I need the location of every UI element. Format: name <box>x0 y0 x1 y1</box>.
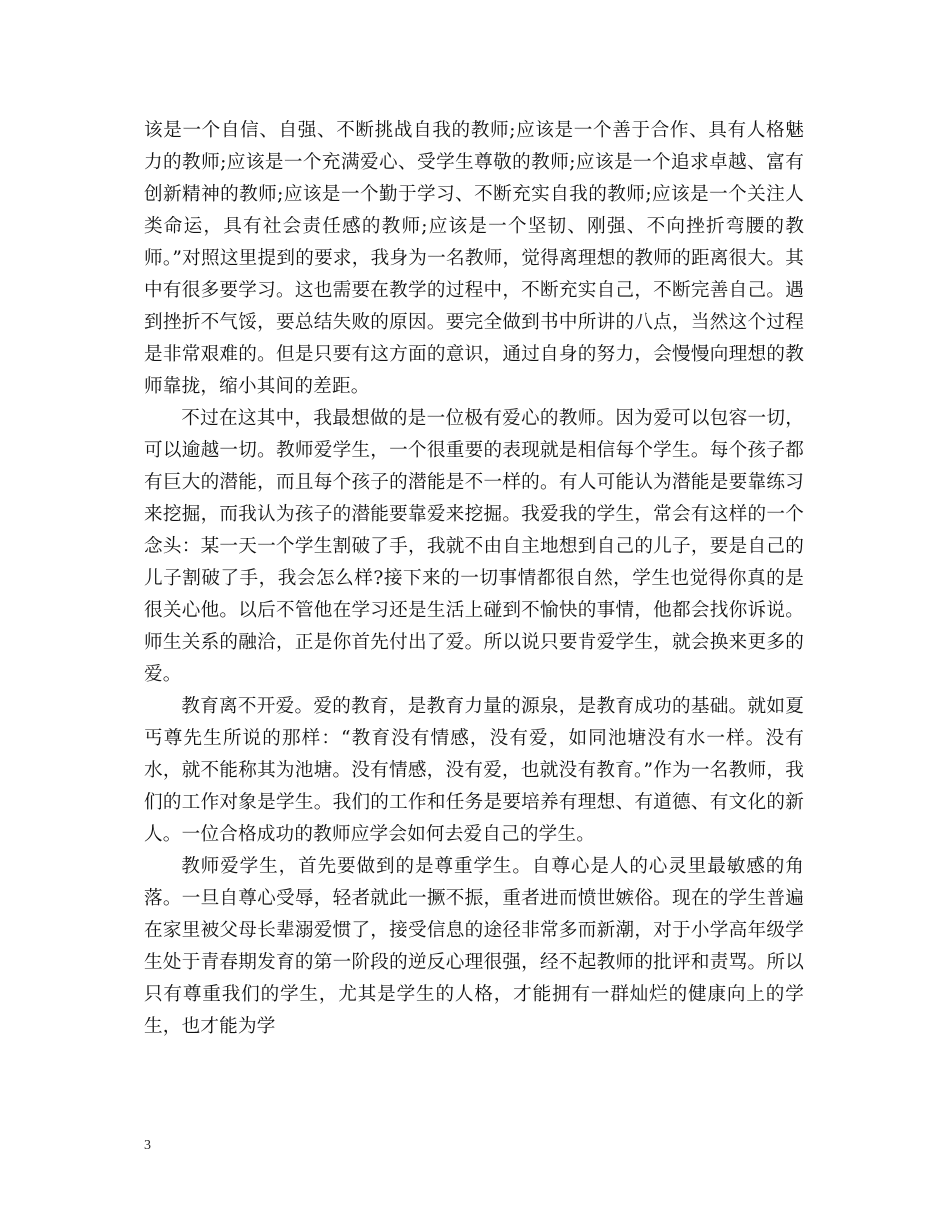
paragraph-2: 不过在这其中，我最想做的是一位极有爱心的教师。因为爱可以包容一切，可以逾越一切。教师爱学生，一个很重要的表现就是相信每个学生。每个孩子都有巨大的潜能，而且每个孩子的潜能是不一样的。有人可能认为潜能是要靠练习来挖掘，而我认为孩子的潜能要靠爱来挖掘。我爱我的学生，常会有这样的一个念头：某一天一个学生割破了手，我就不由自主地想到自己的儿子，要是自己的儿子割破了手，我会怎么样?接下来的一切事情都很自然，学生也觉得你真的是很关心他。以后不管他在学习还是生活上碰到不愉快的事情，他都会找你诉说。师生关系的融洽，正是你首先付出了爱。所以说只要肯爱学生，就会换来更多的爱。 <box>144 408 804 685</box>
page-number: 3 <box>144 1138 151 1153</box>
paragraph-3: 教育离不开爱。爱的教育，是教育力量的源泉，是教育成功的基础。就如夏丐尊先生所说的那样：“教育没有情感，没有爱，如同池塘没有水一样。没有水，就不能称其为池塘。没有情感，没有爱，也就没有教育。”作为一名教师，我们的工作对象是学生。我们的工作和任务是要培养有理想、有道德、有文化的新人。一位合格成功的教师应学会如何去爱自己的学生。 <box>144 696 804 845</box>
paragraph-1: 该是一个自信、自强、不断挑战自我的教师;应该是一个善于合作、具有人格魅力的教师;应该是一个充满爱心、受学生尊敬的教师;应该是一个追求卓越、富有创新精神的教师;应该是一个勤于学习、不断充实自我的教师;应该是一个关注人类命运，具有社会责任感的教师;应该是一个坚韧、刚强、不向挫折弯腰的教师。”对照这里提到的要求，我身为一名教师，觉得离理想的教师的距离很大。其中有很多要学习。这也需要在教学的过程中，不断充实自己，不断完善自己。遇到挫折不气馁，要总结失败的原因。要完全做到书中所讲的八点，当然这个过程是非常艰难的。但是只要有这方面的意识，通过自身的努力，会慢慢向理想的教师靠拢，缩小其间的差距。 <box>144 120 804 397</box>
document-body <box>144 115 804 1043</box>
paragraph-4: 教师爱学生，首先要做到的是尊重学生。自尊心是人的心灵里最敏感的角落。一旦自尊心受辱，轻者就此一撅不振，重者进而愤世嫉俗。现在的学生普遍在家里被父母长辈溺爱惯了，接受信息的途径非常多而新潮，对于小学高年级学生处于青春期发育的第一阶段的逆反心理很强，经不起教师的批评和责骂。所以只有尊重我们的学生，尤其是学生的人格，才能拥有一群灿烂的健康向上的学生，也才能为学 <box>144 856 804 1037</box>
